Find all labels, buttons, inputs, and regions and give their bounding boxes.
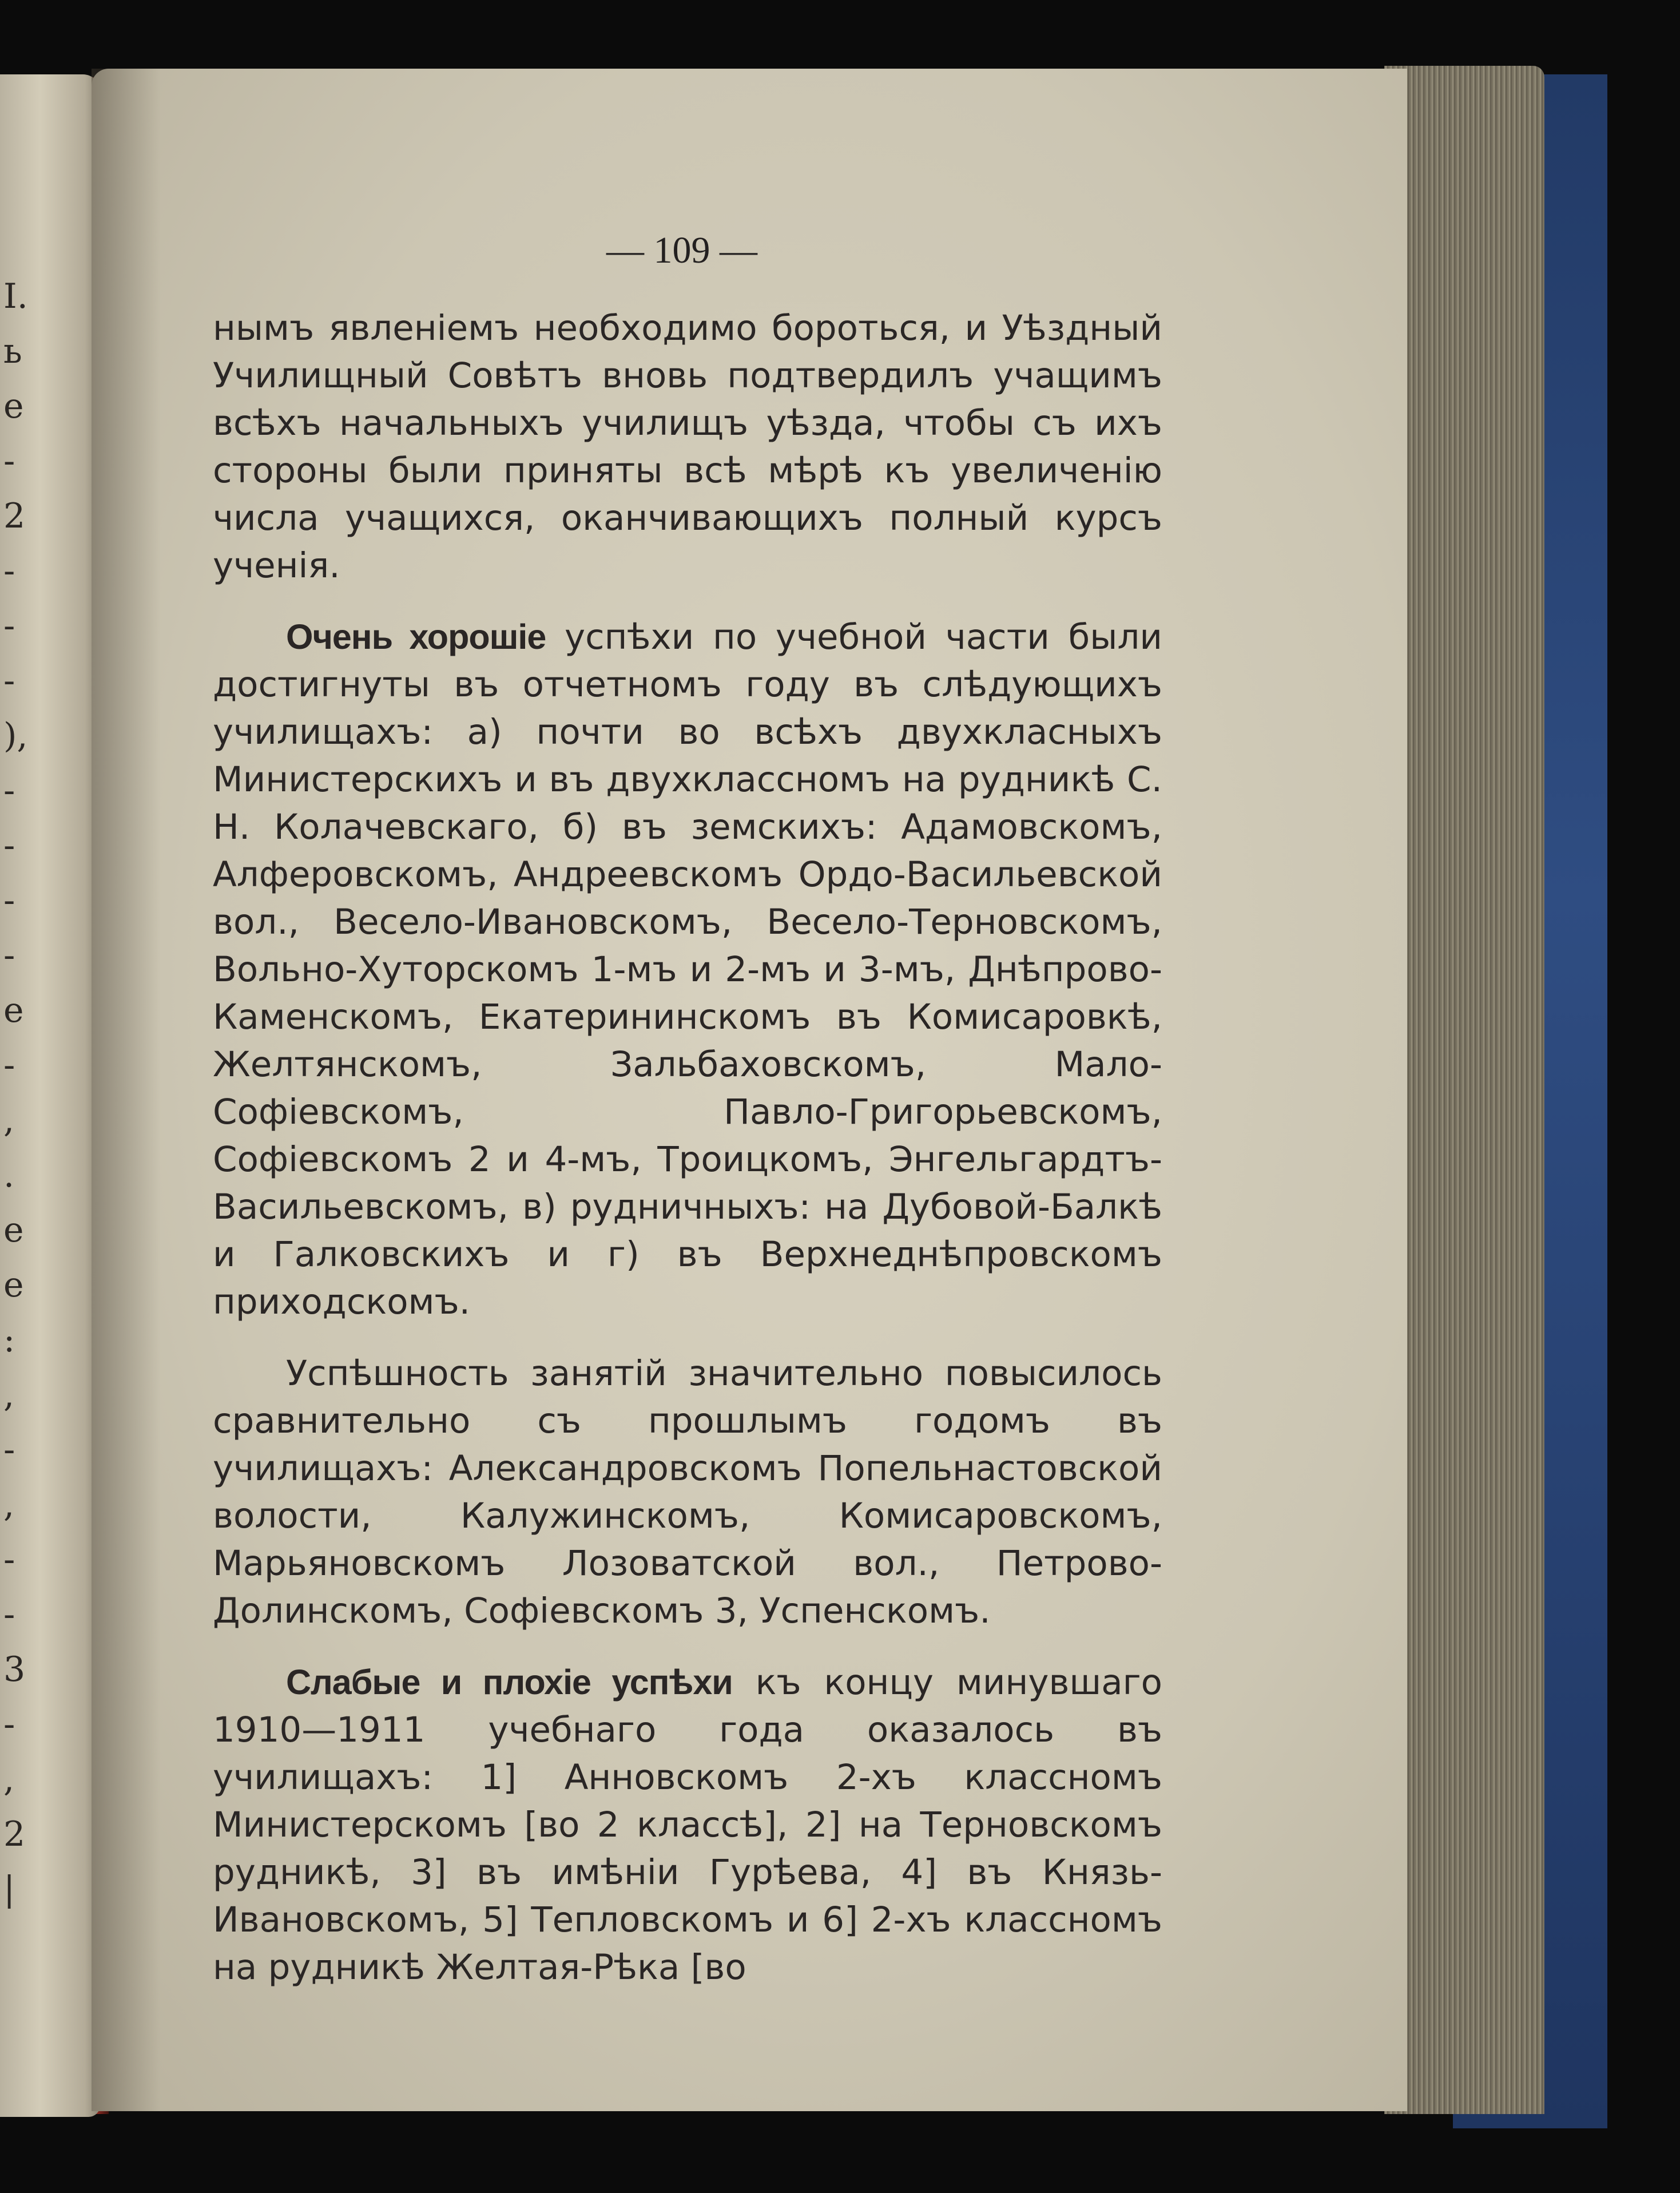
line-end: | <box>3 1869 15 1909</box>
paragraph <box>213 613 1162 1326</box>
line-end: . <box>3 1155 15 1195</box>
line-end: - <box>3 661 15 701</box>
paragraph-text: успѣхи по учебной части были достигнуты въ отчетномъ году въ слѣдующихъ училищахъ: а) почти во всѣхъ двухкласныхъ Министерскихъ и въ двухклассномъ на рудникѣ С. Н. Колачевскаго, б) въ земскихъ: Адамовскомъ, Алферовскомъ, Андреевскомъ Ордо-Васильевской вол., Весело-Ивановскомъ, Весело-Терновскомъ, Вольно-Хуторскомъ 1-мъ и 2-мъ и 3-мъ, Днѣпрово-Каменскомъ, Екатерининскомъ въ Комисаровкѣ, Желтянскомъ, Зальбаховскомъ, Мало-Софіевскомъ, Павло-Григорьевскомъ, Софіевскомъ 2 и 4-мъ, Троицкомъ, Энгельгардтъ-Васильевскомъ, в) рудничныхъ: на Дубовой-Балкѣ и Галковскихъ и г) въ Верхнеднѣпровскомъ приходскомъ. <box>213 617 1162 1322</box>
line-end: - <box>3 441 15 481</box>
line-end: , <box>3 1759 15 1799</box>
line-end: - <box>3 826 15 866</box>
line-end: 2 <box>3 1814 26 1854</box>
line-end: - <box>3 1540 15 1580</box>
line-end: : <box>3 1320 15 1360</box>
line-end: - <box>3 606 15 646</box>
line-end: е <box>3 1265 24 1305</box>
line-end: I. <box>3 276 28 316</box>
line-end: е <box>3 386 24 426</box>
paragraph-text: Успѣшность занятій значительно повысилось сравнительно съ прошлымъ годомъ въ училищахъ: Александровскомъ Попельнастовской волости, Калужинскомъ, Комисаровскомъ, Марьяновскомъ Лозоватской вол., Петрово-Долинскомъ, Софіевскомъ 3, Успенскомъ. <box>213 1353 1162 1631</box>
line-end: е <box>3 1210 24 1250</box>
line-end: 2 <box>3 496 26 536</box>
line-end: - <box>3 771 15 811</box>
gutter-shadow <box>92 69 160 2111</box>
line-end: - <box>3 935 15 975</box>
previous-page-line-ends <box>3 269 38 1917</box>
line-end: , <box>3 1375 15 1415</box>
line-end: 3 <box>3 1649 26 1690</box>
line-end: - <box>3 1430 15 1470</box>
paragraph <box>213 1659 1162 1991</box>
paragraph <box>213 304 1162 589</box>
line-end: - <box>3 551 15 591</box>
line-end: ь <box>3 331 22 371</box>
page-body <box>213 304 1162 1991</box>
page-block-edges <box>1384 66 1544 2114</box>
paragraph-text: нымъ явленіемъ необходимо бороться, и Уѣздный Училищный Совѣтъ вновь подтвердилъ учащимъ всѣхъ начальныхъ училищъ уѣзда, чтобы съ ихъ стороны были приняты всѣ мѣрѣ къ увеличенію числа учащихся, оканчивающихъ полный курсъ ученія. <box>213 308 1162 586</box>
line-end: е <box>3 990 24 1030</box>
bold-lead: Очень хорошіе <box>286 617 546 656</box>
line-end: - <box>3 881 15 921</box>
line-end: - <box>3 1045 15 1085</box>
paragraph <box>213 1350 1162 1635</box>
paragraph-text: къ концу минувшаго 1910—1911 учебнаго года оказалось въ училищахъ: 1] Анновскомъ 2-хъ классномъ Министерскомъ [во 2 классѣ], 2] на Терновскомъ рудникѣ, 3] въ имѣніи Гурѣева, 4] въ Князь-Ивановскомъ, 5] Тепловскомъ и 6] 2-хъ классномъ на рудникѣ Желтая-Рѣка [во <box>213 1662 1162 1988</box>
line-end: - <box>3 1595 15 1635</box>
line-end: - <box>3 1704 15 1744</box>
line-end: , <box>3 1485 15 1525</box>
line-end: , <box>3 1100 15 1140</box>
line-end: ), <box>3 716 28 756</box>
page-number: — 109 — <box>606 229 757 271</box>
bold-lead: Слабые и плохіе успѣхи <box>286 1663 733 1702</box>
